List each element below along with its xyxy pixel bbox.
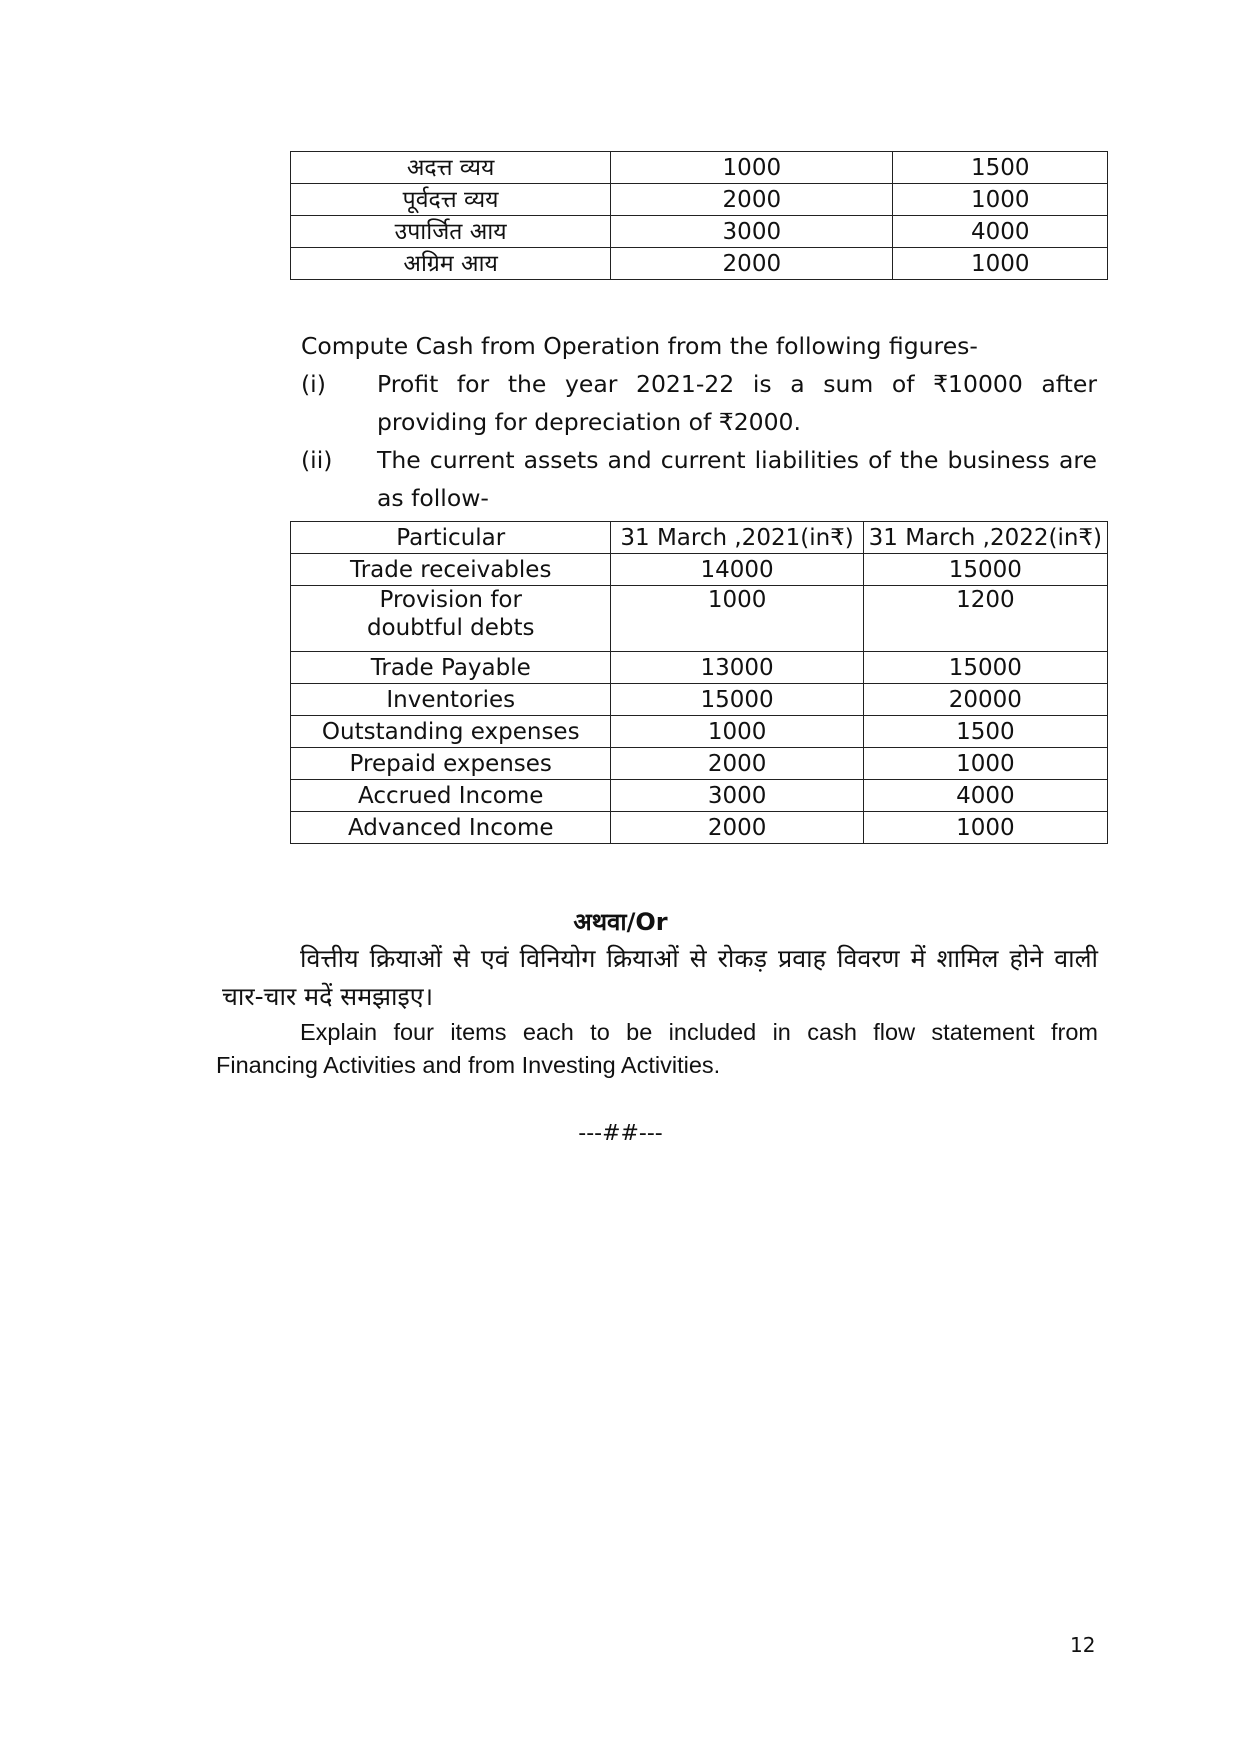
table-cell: 1000 xyxy=(863,748,1107,780)
table-cell: 1500 xyxy=(863,716,1107,748)
table-row xyxy=(291,184,1108,216)
table-cell: 1000 xyxy=(611,716,863,748)
table-row xyxy=(291,554,1108,586)
table-cell: 4000 xyxy=(863,780,1107,812)
table-cell: 15000 xyxy=(863,652,1107,684)
english-question xyxy=(216,1016,1098,1082)
table-row xyxy=(291,152,1108,184)
table-cell: Inventories xyxy=(291,684,611,716)
table-row xyxy=(291,716,1108,748)
table-row xyxy=(291,652,1108,684)
table-cell: अदत्त व्यय xyxy=(291,152,611,184)
table-header-row xyxy=(291,522,1108,554)
table-cell: 20000 xyxy=(863,684,1107,716)
table-cell: उपार्जित आय xyxy=(291,216,611,248)
table-cell xyxy=(291,586,611,652)
hindi-question xyxy=(222,940,1098,1016)
table-cell: अग्रिम आय xyxy=(291,248,611,280)
table-cell: 1500 xyxy=(893,152,1108,184)
current-assets-liabilities-table xyxy=(290,521,1108,844)
table-cell: 2000 xyxy=(611,248,893,280)
english-question-line: Explain four items each to be included in cash flow statement from xyxy=(300,1019,1098,1045)
table-row xyxy=(291,216,1108,248)
hindi-question-line: चार-चार मदें समझाइए। xyxy=(222,982,434,1011)
column-header: Particular xyxy=(291,522,611,554)
table-row xyxy=(291,586,1108,652)
question-item xyxy=(301,441,1097,517)
end-mark: ---##--- xyxy=(578,1121,663,1146)
item-number: (i) xyxy=(301,370,326,398)
hindi-question-line: वित्तीय क्रियाओं से एवं विनियोग क्रियाओं से रोकड़ प्रवाह विवरण में शामिल होने वाली xyxy=(300,944,1098,973)
table-cell: Accrued Income xyxy=(291,780,611,812)
table-cell: 1000 xyxy=(611,152,893,184)
table-cell: 1000 xyxy=(893,248,1108,280)
table-row xyxy=(291,248,1108,280)
table-cell: 15000 xyxy=(611,684,863,716)
cell-text: Provision for doubtful debts xyxy=(366,587,535,641)
table-cell: Prepaid expenses xyxy=(291,748,611,780)
table-row xyxy=(291,748,1108,780)
table-cell: 2000 xyxy=(611,184,893,216)
table-cell: 3000 xyxy=(611,216,893,248)
page-number: 12 xyxy=(1070,1633,1096,1657)
table-row xyxy=(291,812,1108,844)
table-cell: Outstanding expenses xyxy=(291,716,611,748)
table-row xyxy=(291,780,1108,812)
table-cell: 13000 xyxy=(611,652,863,684)
table-cell: 1000 xyxy=(893,184,1108,216)
item-text: The current assets and current liabilities of the business are as follow- xyxy=(377,446,1097,512)
table-cell: 14000 xyxy=(611,554,863,586)
table-cell: Trade Payable xyxy=(291,652,611,684)
question-intro: Compute Cash from Operation from the following figures- xyxy=(301,332,978,360)
table-cell: 2000 xyxy=(611,812,863,844)
table-cell: 4000 xyxy=(893,216,1108,248)
english-question-line: Financing Activities and from Investing Activities. xyxy=(216,1052,721,1078)
table-row xyxy=(291,684,1108,716)
table-cell: 1200 xyxy=(863,586,1107,652)
question-item xyxy=(301,365,1097,441)
table-cell: पूर्वदत्त व्यय xyxy=(291,184,611,216)
table-cell: Advanced Income xyxy=(291,812,611,844)
or-heading: अथवा/Or xyxy=(573,908,668,936)
table-cell: 2000 xyxy=(611,748,863,780)
table-cell: 1000 xyxy=(863,812,1107,844)
hindi-items-table xyxy=(290,151,1108,280)
table-cell: Trade receivables xyxy=(291,554,611,586)
column-header: 31 March ,2021(in₹) xyxy=(611,522,863,554)
table-cell: 3000 xyxy=(611,780,863,812)
table-cell: 15000 xyxy=(863,554,1107,586)
item-number: (ii) xyxy=(301,446,333,474)
table-cell: 1000 xyxy=(611,586,863,652)
item-text: Profit for the year 2021-22 is a sum of ₹10000 after providing for depreciation of ₹2000. xyxy=(377,370,1097,436)
column-header: 31 March ,2022(in₹) xyxy=(863,522,1107,554)
